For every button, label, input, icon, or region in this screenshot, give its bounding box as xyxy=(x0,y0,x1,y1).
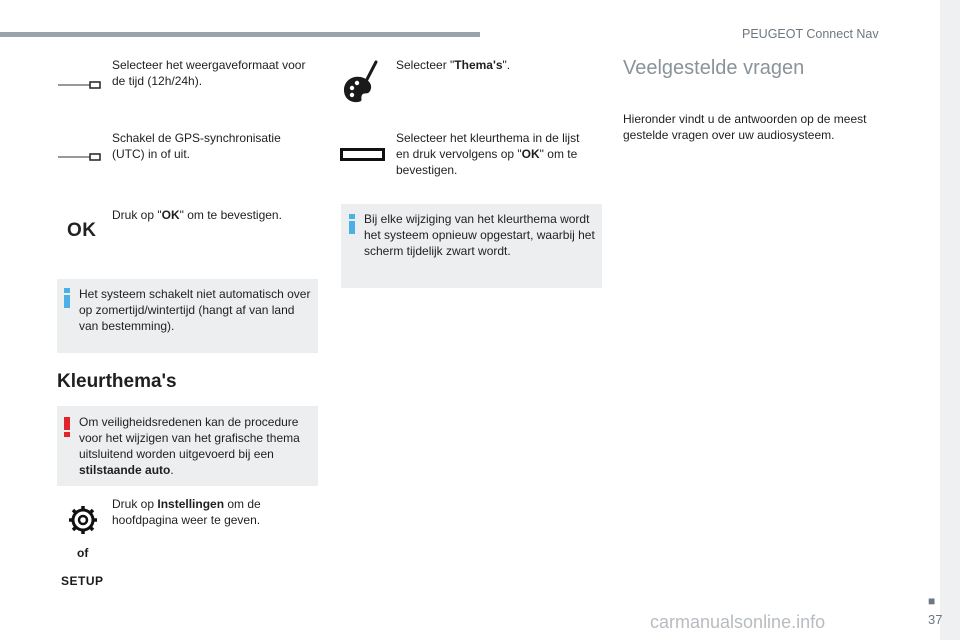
dial-icon xyxy=(58,79,102,91)
header-bar xyxy=(0,32,480,37)
step-pick-theme: Selecteer het kleurthema in de lijst en druk vervolgens op "OK" om te bevestigen. xyxy=(396,131,580,177)
dial-icon xyxy=(58,151,102,163)
or-label: of xyxy=(77,546,89,560)
step-time-format: Selecteer het weergaveformaat voor de tijd (12h/24h). xyxy=(112,58,306,88)
palette-icon xyxy=(340,60,380,104)
warning-box xyxy=(57,406,318,486)
step-confirm: Druk op "OK" om te bevestigen. xyxy=(112,208,282,222)
section-title-color-themes: Kleurthema's xyxy=(57,371,177,392)
info-icon xyxy=(64,288,70,308)
header-title: PEUGEOT Connect Nav xyxy=(742,27,879,41)
warning-text: Om veiligheidsredenen kan de procedure voor het wijzigen van het grafische thema uitsluitend worden uitgevoerd bij een stilstaande auto. xyxy=(79,415,300,477)
info-box-dst xyxy=(57,279,318,353)
step-gps-sync: Schakel de GPS-synchronisatie (UTC) in of uit. xyxy=(112,131,281,161)
step-settings: Druk op Instellingen om de hoofdpagina weer te geven. xyxy=(112,497,261,527)
page-edge-strip xyxy=(940,0,960,640)
ok-button-icon: OK xyxy=(67,220,97,241)
step-select-themes: Selecteer "Thema's". xyxy=(396,58,511,72)
faq-title: Veelgestelde vragen xyxy=(623,57,805,79)
info-dst-text: Het systeem schakelt niet automatisch over op zomertijd/wintertijd (hangt af van land van bestemming). xyxy=(79,287,311,333)
info-box-restart xyxy=(341,204,602,288)
page-number: 37 xyxy=(928,612,943,627)
warning-icon xyxy=(64,417,70,437)
info-icon xyxy=(349,214,355,234)
page-marker: ■ xyxy=(928,594,936,608)
info-restart-text: Bij elke wijziging van het kleurthema wordt het systeem opnieuw opgestart, waarbij het scherm tijdelijk zwart wordt. xyxy=(364,212,595,258)
faq-intro: Hieronder vindt u de antwoorden op de meest gestelde vragen over uw audiosysteem. xyxy=(623,112,867,142)
list-bar-icon xyxy=(340,148,386,162)
watermark: carmanualsonline.info xyxy=(650,612,826,632)
setup-button-label: SETUP xyxy=(61,574,104,588)
gear-icon xyxy=(68,505,98,535)
